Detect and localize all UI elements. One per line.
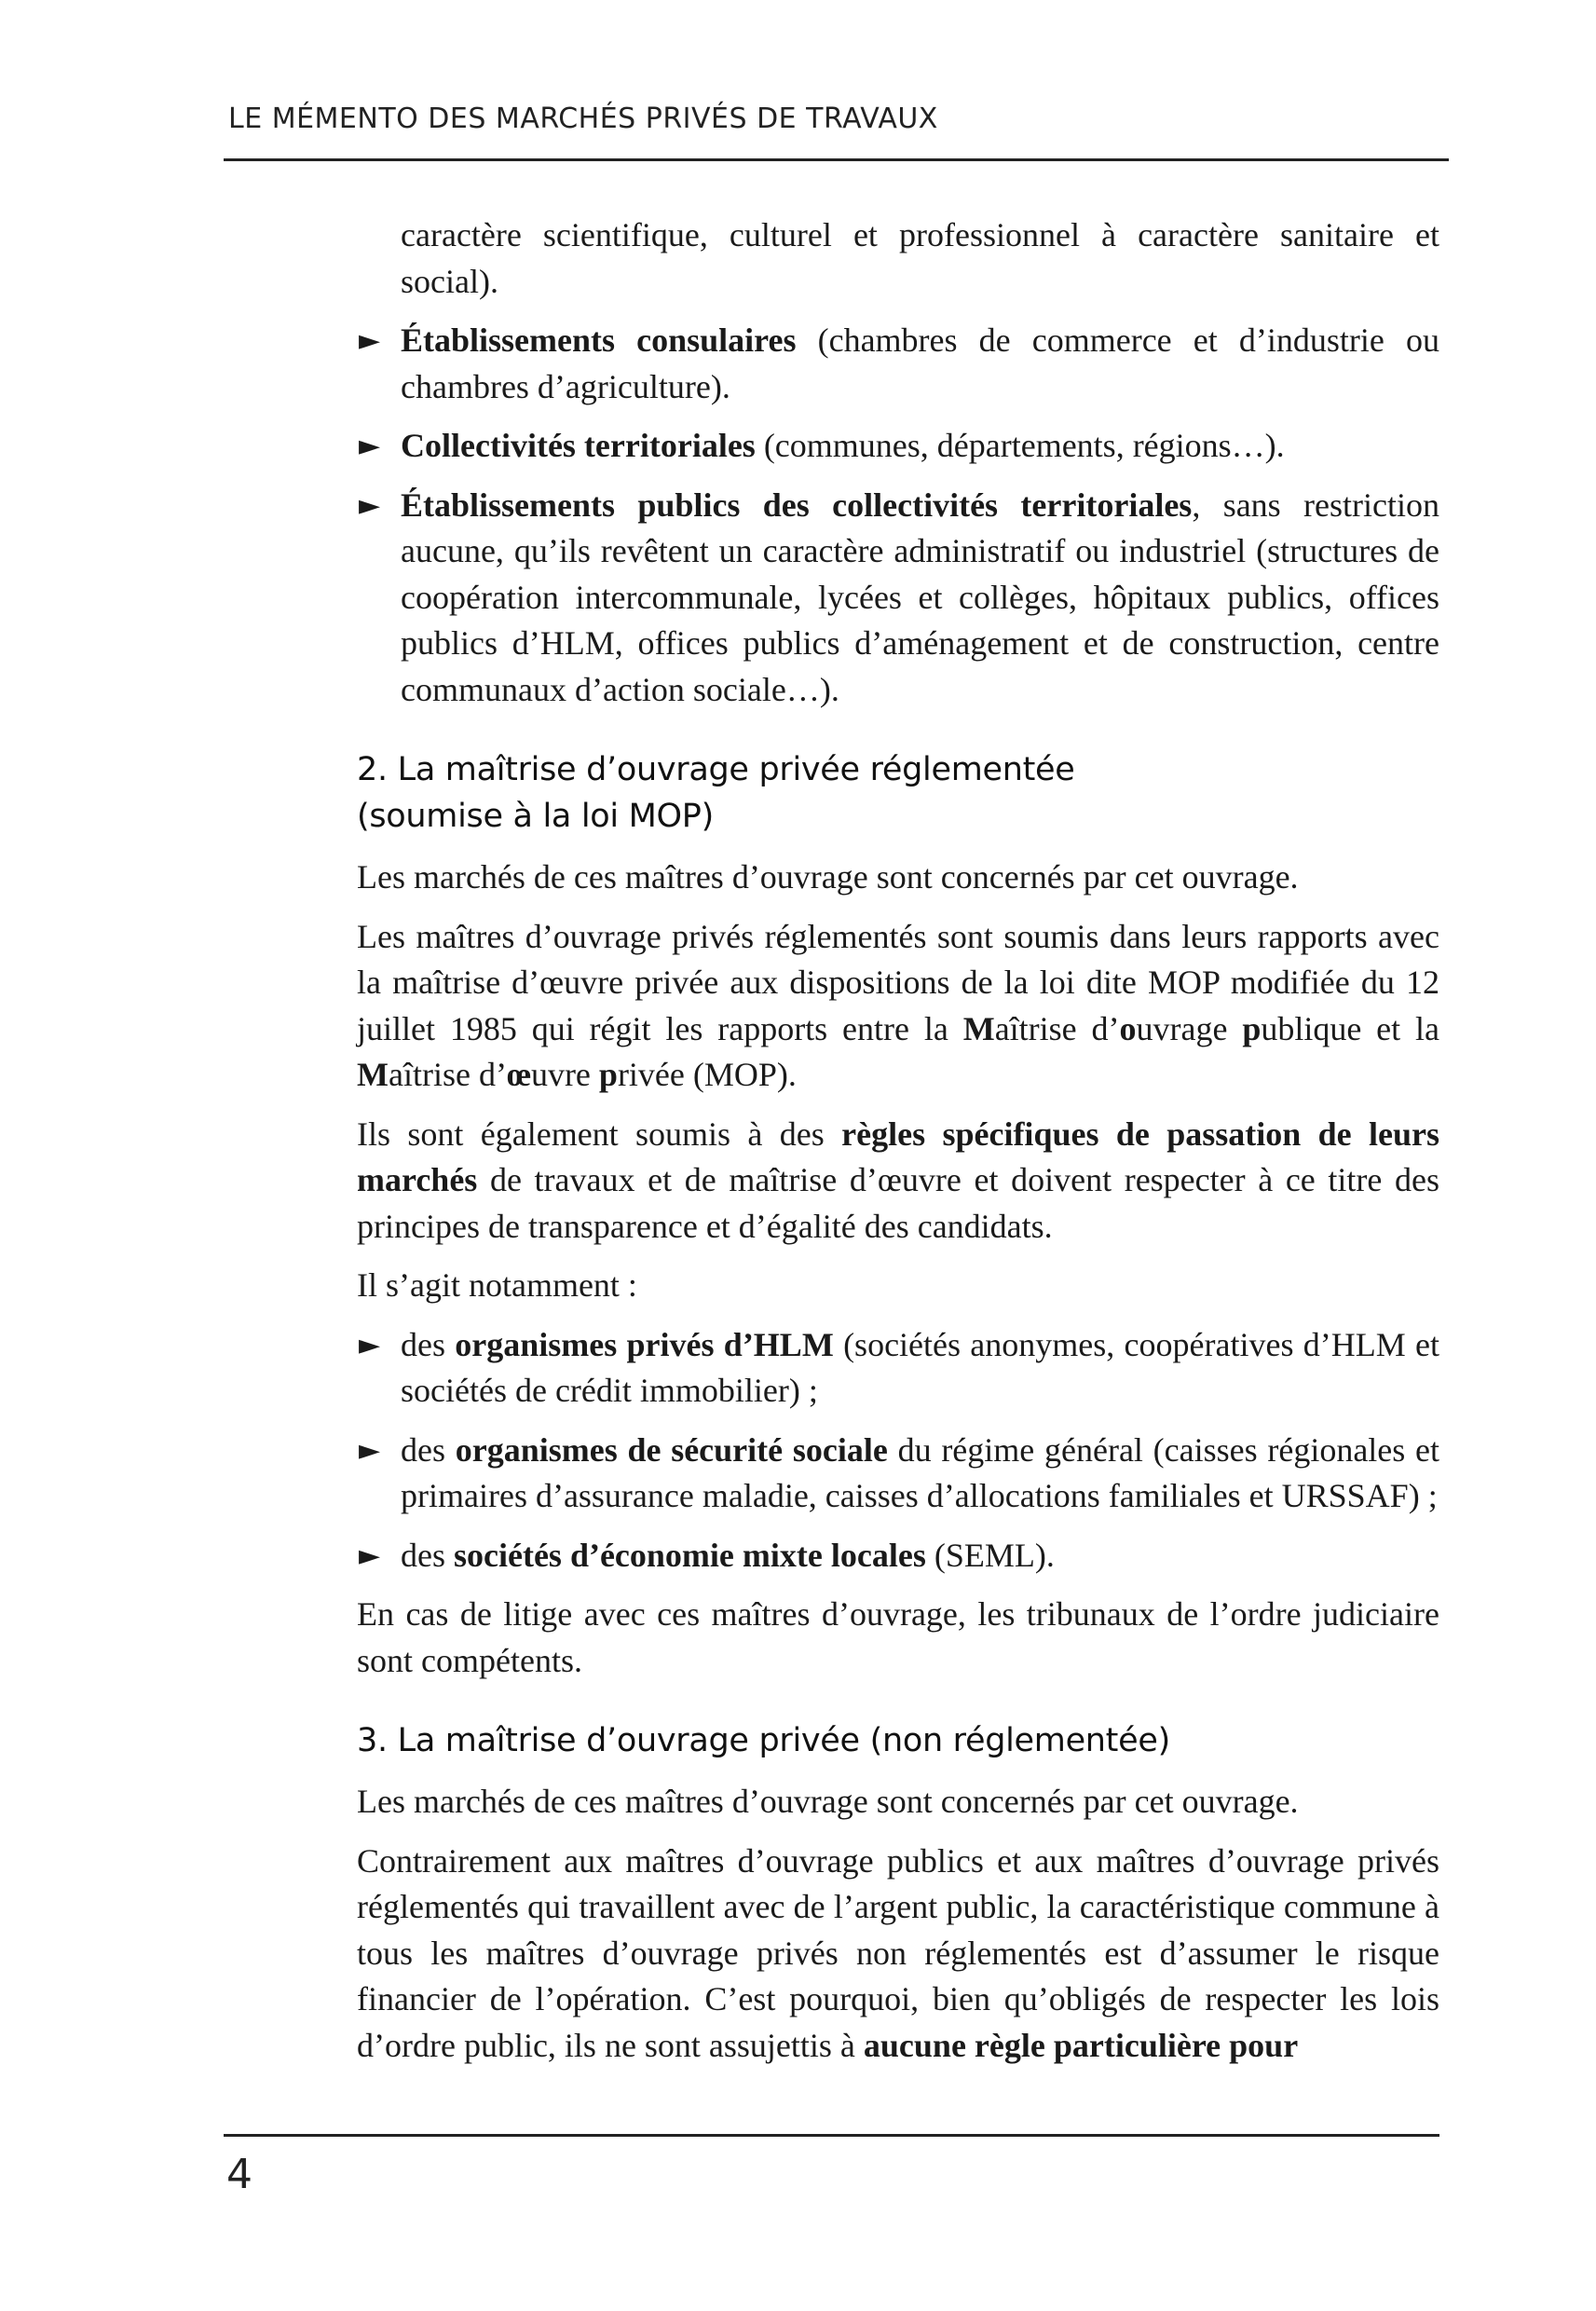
paragraph: Les marchés de ces maîtres d’ouvrage sont concernés par cet ouvrage. [357, 858, 1299, 896]
header-rule [224, 158, 1449, 161]
paragraph: Les maîtres d’ouvrage privés réglementés sont soumis dans leurs rapports avec la maîtrise d’œuvre privée aux dispositions de la loi dite MOP modifiée du 12 juillet 1985 qui régit les rapports entre la Maîtrise d’ouvrage publique et la Maîtrise d’œuvre privée (MOP). [357, 917, 1439, 1093]
continued-paragraph: caractère scientifique, culturel et professionnel à caractère sanitaire et social). [401, 216, 1439, 300]
running-header: LE MÉMENTO DES MARCHÉS PRIVÉS DE TRAVAUX [228, 103, 938, 135]
bold-term: Collectivités territoriales [401, 427, 756, 464]
list-item: ► des sociétés d’économie mixte locales (SEML). [357, 1533, 1439, 1579]
section-2-heading: 2. La maîtrise d’ouvrage privée réglementée (soumise à la loi MOP) [357, 751, 1075, 835]
list-item: ► des organismes de sécurité sociale du régime général (caisses régionales et primaires d’assurance maladie, caisses d’allocations familiales et URSSAF) ; [357, 1428, 1439, 1520]
bullet-arrow-icon: ► [359, 488, 381, 522]
paragraph: Les marchés de ces maîtres d’ouvrage sont concernés par cet ouvrage. [357, 1783, 1299, 1820]
bullet-arrow-icon: ► [359, 430, 381, 462]
section-3-heading: 3. La maîtrise d’ouvrage privée (non réglementée) [357, 1722, 1170, 1759]
bold-term: Établissements publics des collectivités territoriales [401, 485, 1193, 524]
paragraph: Il s’agit notamment : [357, 1266, 637, 1304]
paragraph: Contrairement aux maîtres d’ouvrage publics et aux maîtres d’ouvrage privés réglementés qui travaillent avec de l’argent public, la caractéristique commune à tous les maîtres d’ouvrage privés non réglementés est d’assumer le risque financier de l’opération. C’est pourquoi, bien qu’obligés de respecter les lois d’ordre public, ils ne sont assujettis à aucune règle particulière pour [357, 1841, 1439, 2064]
paragraph: En cas de litige avec ces maîtres d’ouvrage, les tribunaux de l’ordre judiciaire sont compétents. [357, 1595, 1439, 1679]
page-number: 4 [226, 2151, 252, 2198]
list-item: ► Établissements publics des collectivités territoriales, sans restriction aucune, qu’ils revêtent un caractère administratif ou industriel (structures de coopération intercommunale, lycées et collèges, hôpitaux publics, offices publics d’HLM, offices publics d’aménagement et de construction, centre communaux d’action sociale…). [357, 483, 1439, 714]
paragraph: Ils sont également soumis à des règles spécifiques de passation de leurs marchés de travaux et de maîtrise d’œuvre et doivent respecter à ce titre des principes de transparence et d’égalité des candidats. [357, 1114, 1439, 1245]
bullet-arrow-icon: ► [359, 1433, 381, 1467]
bullet-arrow-icon: ► [359, 1538, 381, 1572]
bullet-arrow-icon: ► [359, 324, 381, 357]
footer-rule [224, 2134, 1439, 2137]
page-content [357, 212, 1439, 2082]
list-item: ► des organismes privés d’HLM (sociétés anonymes, coopératives d’HLM et sociétés de crédit immobilier) ; [357, 1322, 1439, 1415]
bullet-arrow-icon: ► [359, 1328, 381, 1361]
bold-term: Établissements consulaires [401, 321, 797, 359]
list-item: ► Établissements consulaires (chambres de commerce et d’industrie ou chambres d’agriculture). [357, 318, 1439, 410]
list-item: ► Collectivités territoriales (communes, départements, régions…). [357, 423, 1439, 470]
